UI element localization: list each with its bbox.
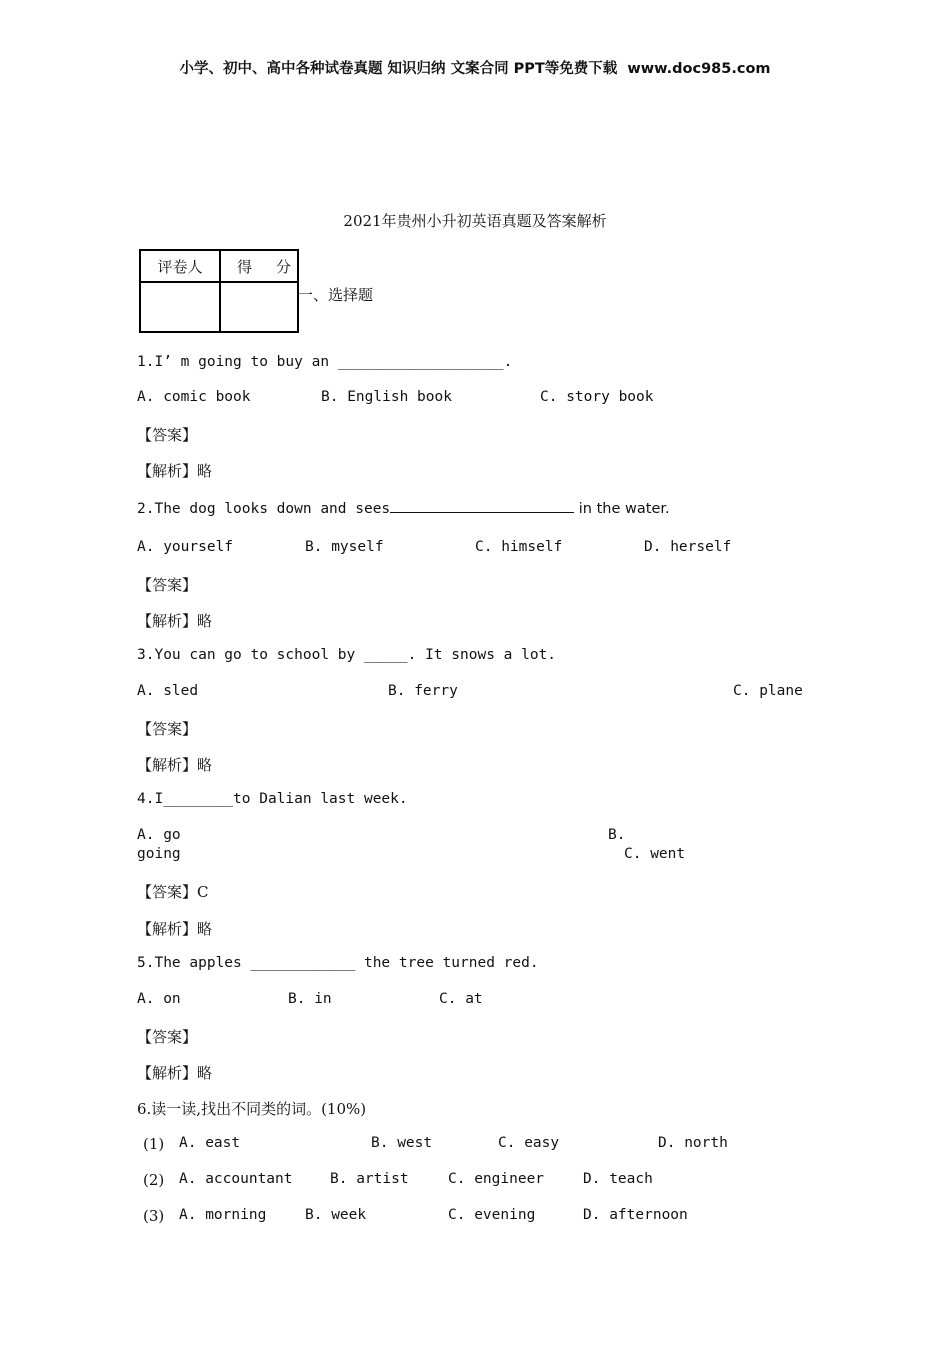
q3-analysis: 【解析】略 xyxy=(137,756,213,774)
q6-row3-option-c: C. evening xyxy=(448,1207,536,1223)
q2-answer: 【答案】 xyxy=(137,576,198,594)
q1-stem: 1.I’ m going to buy an ___________________. xyxy=(137,354,513,370)
q3-stem: 3.You can go to school by _____. It snows a lot. xyxy=(137,647,557,663)
q2-option-a: A. yourself xyxy=(137,539,234,555)
q6-row1-option-d: D. north xyxy=(658,1135,728,1151)
q6-row1-option-c: C. easy xyxy=(498,1135,560,1151)
q1-analysis: 【解析】略 xyxy=(137,462,213,480)
q2-blank xyxy=(390,498,574,513)
score-cell xyxy=(220,282,298,332)
q3-option-c: C. plane xyxy=(733,683,803,699)
q6-row2-number: (2) xyxy=(143,1171,165,1189)
q4-option-c: C. went xyxy=(624,846,686,862)
q6-row1-option-b: B. west xyxy=(371,1135,433,1151)
section-title: 一、选择题 xyxy=(298,286,374,304)
q4-option-a: A. go xyxy=(137,827,181,843)
score-box xyxy=(139,249,299,333)
score-label-right: 分 xyxy=(275,257,291,276)
q5-option-a: A. on xyxy=(137,991,181,1007)
q5-option-c: C. at xyxy=(439,991,483,1007)
q6-stem: 6.读一读,找出不同类的词。(10%) xyxy=(137,1100,367,1118)
q5-analysis: 【解析】略 xyxy=(137,1064,213,1082)
q2-option-b: B. myself xyxy=(305,539,384,555)
q5-option-b: B. in xyxy=(288,991,332,1007)
q3-answer: 【答案】 xyxy=(137,720,198,738)
q4-option-b-text: going xyxy=(137,846,181,862)
q1-option-a: A. comic book xyxy=(137,389,251,405)
q3-option-a: A. sled xyxy=(137,683,199,699)
q5-answer: 【答案】 xyxy=(137,1028,198,1046)
q6-row3-number: (3) xyxy=(143,1207,165,1225)
q2-option-d: D. herself xyxy=(644,539,732,555)
q4-answer: 【答案】C xyxy=(137,883,209,901)
q6-row3-option-a: A. morning xyxy=(179,1207,267,1223)
q1-option-b: B. English book xyxy=(321,389,452,405)
q6-row2-option-b: B. artist xyxy=(330,1171,409,1187)
q6-row2-option-a: A. accountant xyxy=(179,1171,293,1187)
reviewer-cell xyxy=(140,282,220,332)
q6-row3-option-b: B. week xyxy=(305,1207,367,1223)
q1-answer: 【答案】 xyxy=(137,426,198,444)
q2-option-c: C. himself xyxy=(475,539,563,555)
q2-stem-line xyxy=(137,498,670,517)
document-title: 2021年贵州小升初英语真题及答案解析 xyxy=(343,212,607,230)
q6-row2-option-d: D. teach xyxy=(583,1171,653,1187)
q6-row1-number: (1) xyxy=(143,1135,165,1153)
q4-option-b-letter: B. xyxy=(608,827,626,843)
q5-stem: 5.The apples ____________ the tree turned red. xyxy=(137,955,539,971)
q6-row3-option-d: D. afternoon xyxy=(583,1207,688,1223)
score-label-left: 得 xyxy=(237,257,253,276)
reviewer-label: 评卷人 xyxy=(140,250,220,282)
q2-stem-tail: in the water. xyxy=(574,501,670,517)
q2-analysis: 【解析】略 xyxy=(137,612,213,630)
q3-option-b: B. ferry xyxy=(388,683,458,699)
score-label xyxy=(220,250,298,282)
q4-analysis: 【解析】略 xyxy=(137,920,213,938)
q6-row2-option-c: C. engineer xyxy=(448,1171,545,1187)
q1-option-c: C. story book xyxy=(540,389,654,405)
q4-stem: 4.I________to Dalian last week. xyxy=(137,791,408,807)
q2-stem: 2.The dog looks down and sees xyxy=(137,501,391,517)
page-header: 小学、初中、高中各种试卷真题 知识归纳 文案合同 PPT等免费下载 www.doc985.com xyxy=(179,61,771,77)
q6-row1-option-a: A. east xyxy=(179,1135,241,1151)
